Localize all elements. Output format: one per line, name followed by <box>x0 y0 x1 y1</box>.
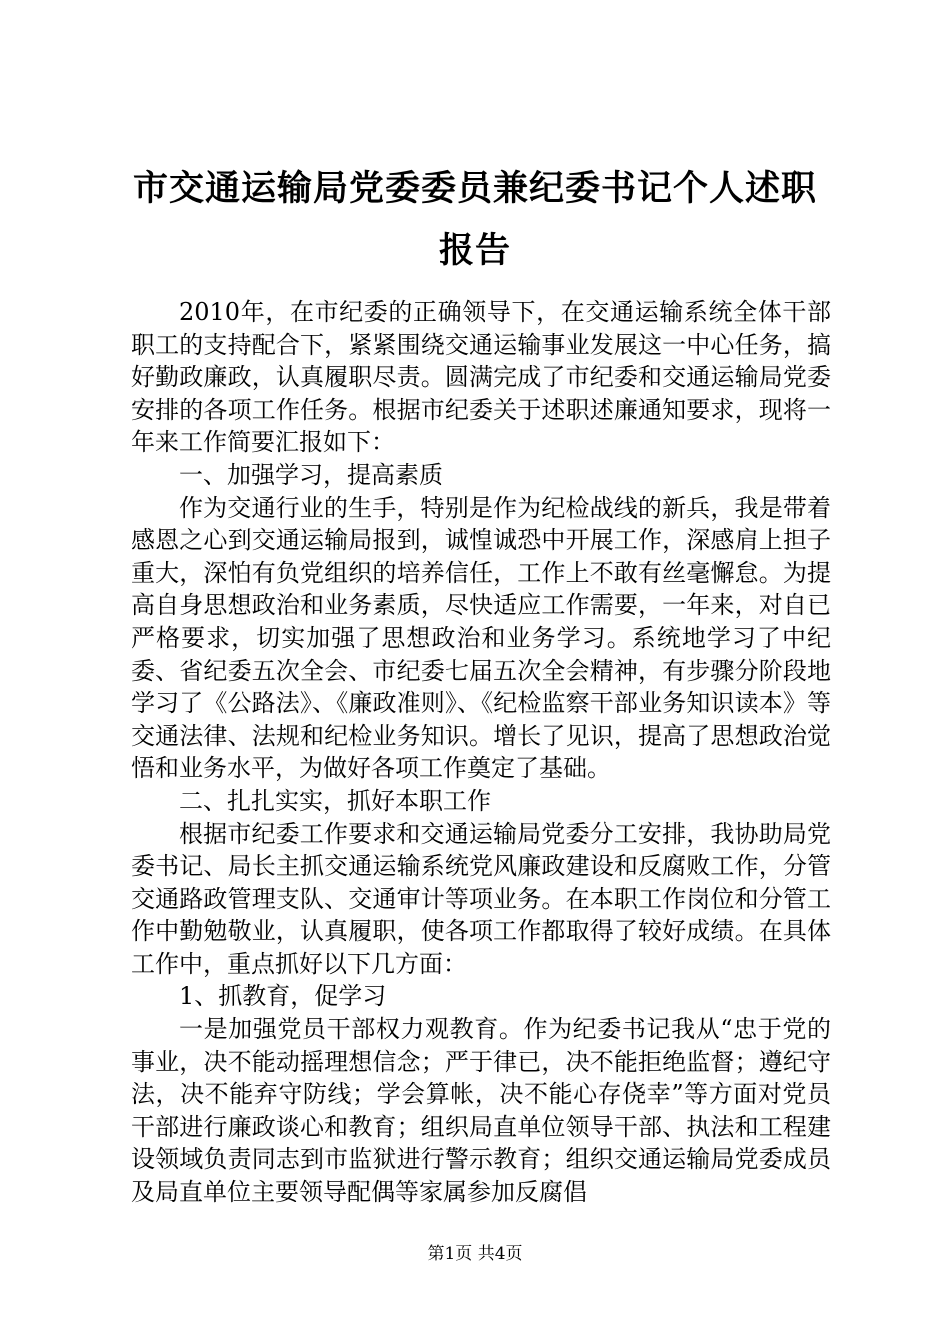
document-body <box>131 296 831 1209</box>
document-title: 市交通运输局党委委员兼纪委书记个人述职报告 <box>132 169 817 271</box>
paragraph-education: 一是加强党员干部权力观教育。作为纪委书记我从“忠于党的事业，决不能动摇理想信念；严于律已，决不能拒绝监督；遵纪守法，决不能弃守防线；学会算帐，决不能心存侥幸”等方面对党员干部进行廉政谈心和教育；组织局直单位领导干部、执法和工程建设领域负责同志到市监狱进行警示教育；组织交通运输局党委成员及局直单位主要领导配偶等家属参加反腐倡 <box>131 1015 831 1207</box>
paragraph-intro: 2010年，在市纪委的正确领导下，在交通运输系统全体干部职工的支持配合下，紧紧围绕交通运输事业发展这一中心任务，搞好勤政廉政，认真履职尽责。圆满完成了市纪委和交通运输局党委安排的各项工作任务。根据市纪委关于述职述廉通知要求，现将一年来工作简要汇报如下： <box>131 298 831 457</box>
page-number-footer: 第1页 共4页 <box>427 1244 523 1264</box>
section-heading-1: 一、加强学习，提高素质 <box>179 460 443 489</box>
subsection-heading-1: 1、抓教育，促学习 <box>179 982 387 1011</box>
paragraph-duties: 根据市纪委工作要求和交通运输局党委分工安排，我协助局党委书记、局长主抓交通运输系统党风廉政建设和反腐败工作，分管交通路政管理支队、交通审计等项业务。在本职工作岗位和分管工作中勤勉敬业，认真履职，使各项工作都取得了较好成绩。在具体工作中，重点抓好以下几方面： <box>131 819 831 978</box>
section-heading-2: 二、扎扎实实，抓好本职工作 <box>179 786 491 815</box>
paragraph-study: 作为交通行业的生手，特别是作为纪检战线的新兵，我是带着感恩之心到交通运输局报到，诚惶诚恐中开展工作，深感肩上担子重大，深怕有负党组织的培养信任，工作上不敢有丝毫懈怠。为提高自身思想政治和业务素质，尽快适应工作需要，一年来，对自已严格要求，切实加强了思想政治和业务学习。系统地学习了中纪委、省纪委五次全会、市纪委七届五次全会精神，有步骤分阶段地学习了《公路法》、《廉政准则》、《纪检监察干部业务知识读本》等交通法律、法规和纪检业务知识。增长了见识，提高了思想政治觉悟和业务水平，为做好各项工作奠定了基础。 <box>131 493 831 783</box>
